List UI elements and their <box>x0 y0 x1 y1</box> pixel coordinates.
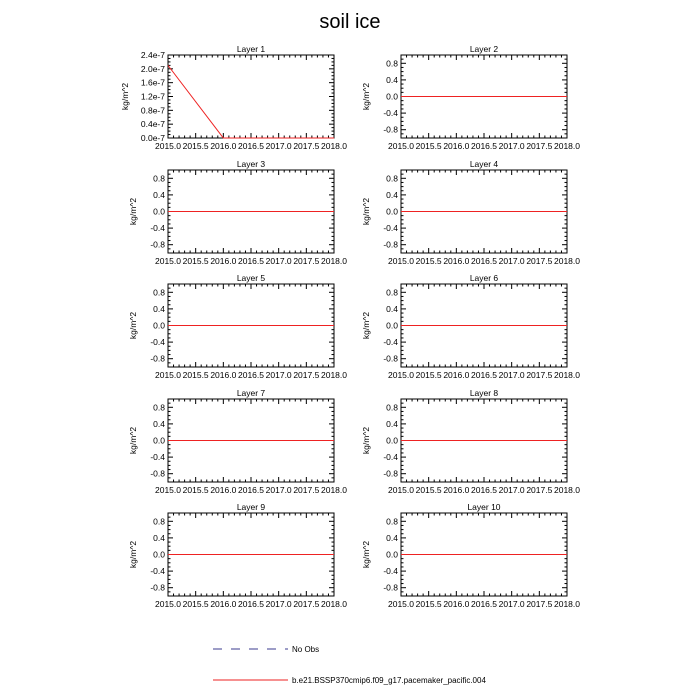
panel-layer-4 <box>361 159 580 266</box>
panel-layer-7 <box>128 388 347 495</box>
y-tick-label: 0.4 <box>153 189 165 200</box>
legend-no-obs-label: No Obs <box>292 645 320 654</box>
x-tick-label: 2015.5 <box>182 599 209 609</box>
x-tick-label: 2015.0 <box>155 485 181 495</box>
x-tick-label: 2015.0 <box>155 599 181 609</box>
y-tick-label: 0.8 <box>386 58 398 69</box>
x-tick-label: 2017.0 <box>498 370 525 380</box>
y-tick-label: 0.4 <box>386 303 398 314</box>
x-tick-label: 2017.0 <box>498 485 525 495</box>
x-tick-label: 2016.5 <box>471 485 497 495</box>
y-tick-label: 0.0e-7 <box>140 133 165 143</box>
x-tick-label: 2015.0 <box>388 141 414 151</box>
y-tick-label: -0.8 <box>383 468 398 479</box>
x-tick-label: 2018.0 <box>321 256 347 266</box>
y-tick-label: 0.4 <box>153 532 165 543</box>
x-tick-label: 2016.0 <box>210 256 237 266</box>
x-tick-label: 2016.0 <box>443 485 470 495</box>
x-tick-label: 2016.5 <box>471 256 497 266</box>
y-tick-label: 2.0e-7 <box>140 63 165 74</box>
x-tick-label: 2016.5 <box>471 370 497 380</box>
y-tick-label: 0.0 <box>153 206 165 217</box>
y-tick-label: 0.4 <box>153 418 165 429</box>
x-tick-label: 2018.0 <box>321 141 347 151</box>
plot-frame <box>168 55 334 138</box>
y-tick-label: -0.4 <box>150 223 165 234</box>
x-tick-label: 2017.5 <box>293 256 320 266</box>
x-tick-label: 2015.5 <box>415 256 442 266</box>
y-tick-label: -0.8 <box>150 239 165 250</box>
x-tick-label: 2018.0 <box>554 256 580 266</box>
x-tick-label: 2015.5 <box>415 141 442 151</box>
y-tick-label: -0.8 <box>150 468 165 479</box>
x-tick-label: 2016.0 <box>443 141 470 151</box>
y-tick-label: -0.8 <box>383 239 398 250</box>
x-tick-label: 2018.0 <box>554 370 580 380</box>
y-tick-label: 0.4e-7 <box>140 119 165 130</box>
x-tick-label: 2016.5 <box>238 141 264 151</box>
x-tick-label: 2016.0 <box>210 485 237 495</box>
x-tick-label: 2015.0 <box>155 141 181 151</box>
y-axis-label: kg/m^2 <box>120 82 130 111</box>
x-tick-label: 2016.0 <box>210 370 237 380</box>
y-axis-label: kg/m^2 <box>128 426 138 455</box>
x-tick-label: 2017.0 <box>265 256 292 266</box>
x-tick-label: 2015.0 <box>155 370 181 380</box>
x-tick-label: 2016.0 <box>443 599 470 609</box>
x-tick-label: 2015.5 <box>182 256 209 266</box>
y-tick-label: -0.8 <box>383 582 398 593</box>
panel-title-layer-1: Layer 1 <box>236 44 266 54</box>
panel-layer-1 <box>120 44 347 151</box>
y-tick-label: 2.4e-7 <box>140 50 165 60</box>
y-tick-label: -0.4 <box>383 337 398 348</box>
x-tick-label: 2016.5 <box>238 485 264 495</box>
y-tick-label: 0.8 <box>153 516 165 527</box>
x-tick-label: 2018.0 <box>554 141 580 151</box>
y-tick-label: 0.8 <box>386 287 398 298</box>
y-tick-label: -0.4 <box>150 452 165 463</box>
y-tick-label: 0.4 <box>386 532 398 543</box>
y-tick-label: -0.4 <box>150 337 165 348</box>
panel-layer-8 <box>361 388 580 495</box>
x-tick-label: 2015.0 <box>388 370 414 380</box>
x-tick-label: 2015.5 <box>415 485 442 495</box>
panel-title-layer-5: Layer 5 <box>236 273 266 283</box>
y-axis-label: kg/m^2 <box>361 540 371 569</box>
y-axis-label: kg/m^2 <box>128 540 138 569</box>
x-tick-label: 2016.5 <box>238 599 264 609</box>
x-tick-label: 2015.5 <box>182 141 209 151</box>
y-tick-label: 0.0 <box>153 549 165 560</box>
x-tick-label: 2017.5 <box>526 485 553 495</box>
x-tick-label: 2016.0 <box>443 370 470 380</box>
x-tick-label: 2015.0 <box>388 599 414 609</box>
legend-model-label: b.e21.BSSP370cmip6.f09_g17.pacemaker_pacific.004 <box>292 676 486 685</box>
y-tick-label: 0.4 <box>386 418 398 429</box>
y-tick-label: 0.8 <box>386 516 398 527</box>
x-tick-label: 2017.0 <box>498 599 525 609</box>
y-tick-label: 0.0 <box>386 435 398 446</box>
y-axis-label: kg/m^2 <box>361 197 371 226</box>
y-tick-label: -0.4 <box>383 452 398 463</box>
y-tick-label: 0.0 <box>386 549 398 560</box>
y-tick-label: 0.4 <box>386 189 398 200</box>
y-tick-label: 1.2e-7 <box>140 91 165 102</box>
figure-title: soil ice <box>319 11 381 33</box>
y-tick-label: 0.8 <box>386 173 398 184</box>
x-tick-label: 2017.0 <box>265 370 292 380</box>
x-tick-label: 2018.0 <box>554 599 580 609</box>
x-tick-label: 2017.0 <box>265 599 292 609</box>
x-tick-label: 2017.0 <box>265 141 292 151</box>
x-tick-label: 2015.0 <box>388 256 414 266</box>
y-tick-label: 0.0 <box>386 320 398 331</box>
panel-layer-2 <box>361 44 580 151</box>
x-tick-label: 2017.5 <box>526 599 553 609</box>
y-tick-label: 0.0 <box>153 435 165 446</box>
x-tick-label: 2018.0 <box>554 485 580 495</box>
y-tick-label: -0.4 <box>383 108 398 119</box>
x-tick-label: 2017.5 <box>293 141 320 151</box>
x-tick-label: 2016.5 <box>471 141 497 151</box>
x-tick-label: 2018.0 <box>321 485 347 495</box>
legend <box>213 645 486 685</box>
panels <box>120 44 580 609</box>
y-tick-label: -0.4 <box>383 566 398 577</box>
x-tick-label: 2017.5 <box>293 370 320 380</box>
x-tick-label: 2016.5 <box>238 370 264 380</box>
y-axis-label: kg/m^2 <box>128 311 138 340</box>
panel-layer-10 <box>361 502 580 609</box>
y-tick-label: -0.8 <box>150 582 165 593</box>
x-tick-label: 2015.5 <box>182 370 209 380</box>
y-tick-label: 0.8 <box>153 402 165 413</box>
x-tick-label: 2017.5 <box>526 370 553 380</box>
x-tick-label: 2015.5 <box>415 370 442 380</box>
y-axis-label: kg/m^2 <box>128 197 138 226</box>
y-tick-label: 1.6e-7 <box>140 77 165 88</box>
x-tick-label: 2016.0 <box>443 256 470 266</box>
y-tick-label: 0.0 <box>386 206 398 217</box>
panel-title-layer-10: Layer 10 <box>467 502 501 512</box>
x-tick-label: 2017.5 <box>293 599 320 609</box>
panel-title-layer-3: Layer 3 <box>236 159 266 169</box>
x-tick-label: 2017.5 <box>293 485 320 495</box>
x-tick-label: 2016.5 <box>238 256 264 266</box>
x-tick-label: 2017.0 <box>498 256 525 266</box>
x-tick-label: 2015.0 <box>155 256 181 266</box>
panel-title-layer-6: Layer 6 <box>469 273 499 283</box>
y-tick-label: -0.4 <box>383 223 398 234</box>
y-tick-label: 0.8 <box>386 402 398 413</box>
y-tick-label: -0.8 <box>383 353 398 364</box>
x-tick-label: 2016.0 <box>210 599 237 609</box>
y-tick-label: 0.8 <box>153 173 165 184</box>
y-tick-label: 0.0 <box>153 320 165 331</box>
y-tick-label: 0.4 <box>386 74 398 85</box>
x-tick-label: 2016.0 <box>210 141 237 151</box>
y-axis-label: kg/m^2 <box>361 311 371 340</box>
panel-title-layer-7: Layer 7 <box>236 388 266 398</box>
y-tick-label: -0.4 <box>150 566 165 577</box>
series-line-layer-1 <box>168 65 334 138</box>
panel-title-layer-4: Layer 4 <box>469 159 499 169</box>
panel-title-layer-2: Layer 2 <box>469 44 499 54</box>
x-tick-label: 2017.5 <box>526 141 553 151</box>
y-tick-label: 0.8e-7 <box>140 105 165 116</box>
panel-layer-6 <box>361 273 580 380</box>
y-tick-label: 0.4 <box>153 303 165 314</box>
panel-title-layer-8: Layer 8 <box>469 388 499 398</box>
y-tick-label: -0.8 <box>383 124 398 135</box>
x-tick-label: 2016.5 <box>471 599 497 609</box>
x-tick-label: 2017.0 <box>498 141 525 151</box>
x-tick-label: 2018.0 <box>321 599 347 609</box>
y-tick-label: -0.8 <box>150 353 165 364</box>
x-tick-label: 2018.0 <box>321 370 347 380</box>
x-tick-label: 2015.5 <box>182 485 209 495</box>
y-axis-label: kg/m^2 <box>361 82 371 111</box>
panel-layer-5 <box>128 273 347 380</box>
panel-layer-3 <box>128 159 347 266</box>
x-tick-label: 2015.0 <box>388 485 414 495</box>
x-tick-label: 2017.0 <box>265 485 292 495</box>
x-tick-label: 2017.5 <box>526 256 553 266</box>
panel-layer-9 <box>128 502 347 609</box>
panel-title-layer-9: Layer 9 <box>236 502 266 512</box>
y-axis-label: kg/m^2 <box>361 426 371 455</box>
y-tick-label: 0.0 <box>386 91 398 102</box>
y-tick-label: 0.8 <box>153 287 165 298</box>
x-tick-label: 2015.5 <box>415 599 442 609</box>
